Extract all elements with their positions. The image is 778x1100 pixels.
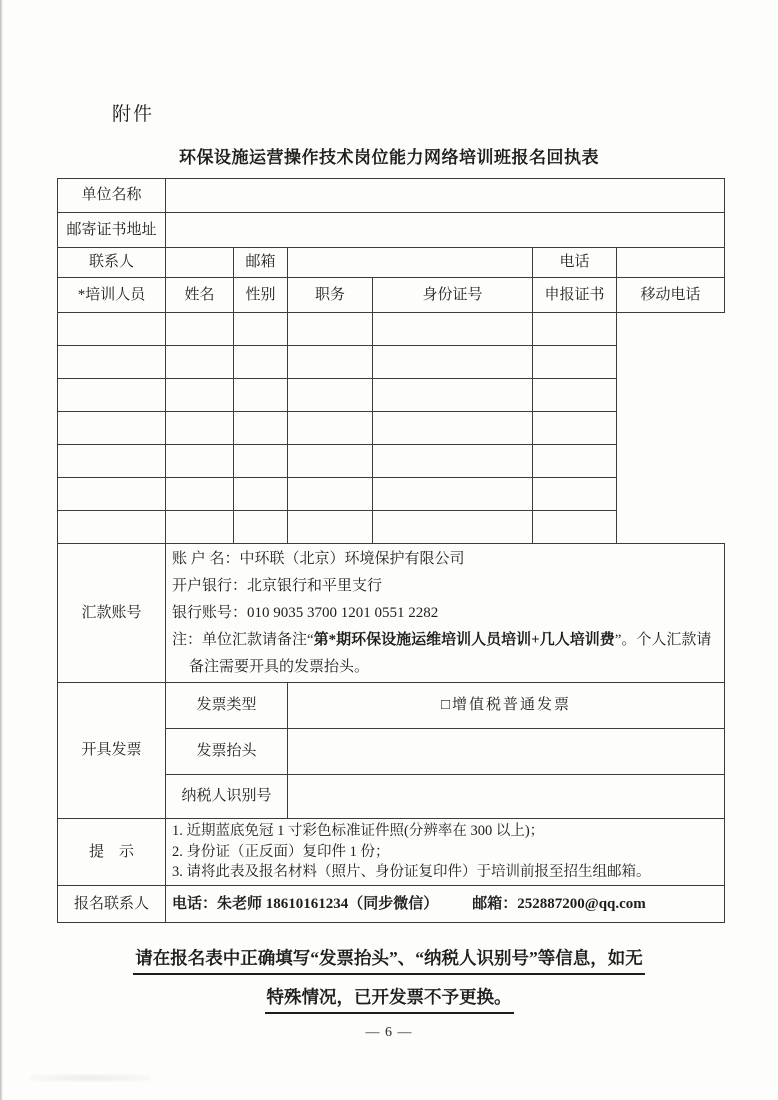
taxpayer-id-label: 纳税人识别号: [166, 775, 288, 819]
remittance-row: [58, 544, 725, 683]
invoice-type-value: □增值税普通发票: [288, 683, 725, 729]
contact-value-cell: [166, 248, 234, 278]
trainee-empty-cell: [234, 346, 288, 379]
signup-contact-row: [58, 886, 725, 923]
taxpayer-id-value-cell: [288, 775, 725, 819]
trainee-empty-cell: [58, 511, 166, 544]
signup-contact-cell: [166, 886, 725, 923]
trainee-empty-cell: [234, 511, 288, 544]
trainee-empty-cell: [533, 412, 617, 445]
footer-note-line2: 特殊情况，已开发票不予更换。: [265, 983, 514, 1014]
trainee-empty-cell: [533, 445, 617, 478]
remittance-account-number: 银行账号：010 9035 3700 1201 0551 2282: [172, 604, 439, 621]
trainee-col-name: 姓名: [166, 278, 234, 313]
trainee-empty-row: [58, 379, 725, 412]
document-title: 环保设施运营操作技术岗位能力网络培训班报名回执表: [179, 148, 599, 167]
trainee-empty-cell: [373, 511, 533, 544]
trainee-empty-row: [58, 478, 725, 511]
tips-row: [58, 819, 725, 886]
remittance-note-prefix: 注：单位汇款请备注“: [172, 631, 314, 648]
trainee-empty-cell: [288, 511, 373, 544]
mailing-address-value-cell: [166, 213, 725, 248]
trainee-empty-row: [58, 445, 725, 478]
remittance-note-suffix: ”。个人汇款请备注需要开具的发票抬头。: [189, 631, 712, 675]
trainee-empty-row: [58, 412, 725, 445]
signup-contact-label: 报名联系人: [58, 886, 166, 923]
trainee-empty-cell: [58, 313, 166, 346]
registration-form-table: [57, 178, 725, 923]
footer-note-line1: 请在报名表中正确填写“发票抬头”、“纳税人识别号”等信息，如无: [133, 944, 645, 975]
remittance-bank: 开户银行：北京银行和平里支行: [172, 577, 383, 594]
trainee-empty-row: [58, 511, 725, 544]
phone-label: 电话: [533, 248, 617, 278]
contact-label: 联系人: [58, 248, 166, 278]
invoice-title-label: 发票抬头: [166, 729, 288, 775]
signup-contact-email: 邮箱：252887200@qq.com: [472, 895, 646, 912]
trainee-empty-cell: [533, 478, 617, 511]
mailing-address-row: [58, 213, 725, 248]
trainee-empty-cell: [373, 346, 533, 379]
trainee-empty-cell: [58, 478, 166, 511]
trainee-empty-cell: [166, 346, 234, 379]
phone-value-cell: [617, 248, 725, 278]
remittance-account-name: 账 户 名：中环联（北京）环境保护有限公司: [172, 550, 465, 567]
trainee-empty-cell: [288, 478, 373, 511]
page-number: — 6 —: [365, 1025, 413, 1040]
remittance-note: [172, 627, 718, 681]
trainee-empty-row: [58, 346, 725, 379]
invoice-title-value-cell: [288, 729, 725, 775]
trainee-empty-cell: [533, 511, 617, 544]
tip-item-2: 2. 身份证（正反面）复印件 1 份；: [172, 843, 390, 860]
trainee-empty-cell: [166, 511, 234, 544]
unit-name-value-cell: [166, 179, 725, 213]
trainee-col-mobile: 移动电话: [617, 278, 725, 313]
trainee-empty-cell: [166, 478, 234, 511]
trainee-col-position: 职务: [288, 278, 373, 313]
invoice-type-label: 发票类型: [166, 683, 288, 729]
trainee-empty-cell: [533, 313, 617, 346]
unit-name-row: [58, 179, 725, 213]
trainee-empty-rows: [58, 313, 725, 544]
remittance-label: 汇款账号: [58, 544, 166, 683]
tip-item-1: 1. 近期蓝底免冠 1 寸彩色标准证件照(分辨率在 300 以上)；: [172, 823, 545, 840]
trainee-empty-cell: [58, 445, 166, 478]
trainee-empty-cell: [533, 346, 617, 379]
attachment-label: 附件: [112, 104, 155, 125]
trainee-header-row: [58, 278, 725, 313]
trainee-empty-cell: [288, 412, 373, 445]
trainee-empty-cell: [288, 445, 373, 478]
trainee-empty-row: [58, 313, 725, 346]
trainee-empty-cell: [234, 412, 288, 445]
trainee-empty-cell: [166, 445, 234, 478]
trainee-empty-cell: [288, 313, 373, 346]
trainee-empty-cell: [373, 412, 533, 445]
trainee-col-certificate: 申报证书: [533, 278, 617, 313]
scan-smudge-artifact: [30, 1074, 150, 1082]
trainee-empty-cell: [234, 478, 288, 511]
remittance-details-cell: [166, 544, 725, 683]
trainee-empty-cell: [288, 379, 373, 412]
trainee-empty-cell: [234, 379, 288, 412]
invoice-label: 开具发票: [58, 683, 166, 819]
trainees-label: *培训人员: [58, 278, 166, 313]
email-value-cell: [288, 248, 533, 278]
mailing-address-label: 邮寄证书地址: [58, 213, 166, 248]
trainee-empty-cell: [373, 313, 533, 346]
invoice-type-row: [58, 683, 725, 729]
tip-item-3: 3. 请将此表及报名材料（照片、身份证复印件）于培训前报至招生组邮箱。: [172, 864, 651, 881]
trainee-empty-cell: [234, 445, 288, 478]
trainee-empty-cell: [58, 346, 166, 379]
signup-contact-phone: 电话：朱老师 18610161234（同步微信）: [172, 895, 439, 912]
trainee-empty-cell: [373, 379, 533, 412]
trainee-empty-cell: [373, 478, 533, 511]
email-label: 邮箱: [234, 248, 288, 278]
trainee-empty-cell: [166, 412, 234, 445]
unit-name-label: 单位名称: [58, 179, 166, 213]
trainee-col-gender: 性别: [234, 278, 288, 313]
remittance-note-bold: 第*期环保设施运维培训人员培训+几人培训费: [313, 631, 615, 648]
tips-label: 提 示: [58, 819, 166, 886]
trainee-empty-cell: [533, 379, 617, 412]
tips-content-cell: [166, 819, 725, 886]
trainee-empty-cell: [234, 313, 288, 346]
trainee-empty-cell: [58, 412, 166, 445]
footer-note: [0, 936, 778, 1014]
trainee-empty-cell: [58, 379, 166, 412]
contact-row: [58, 248, 725, 278]
trainee-empty-cell: [166, 313, 234, 346]
trainee-col-id-number: 身份证号: [373, 278, 533, 313]
trainee-empty-cell: [373, 445, 533, 478]
trainee-empty-cell: [288, 346, 373, 379]
trainee-empty-cell: [166, 379, 234, 412]
